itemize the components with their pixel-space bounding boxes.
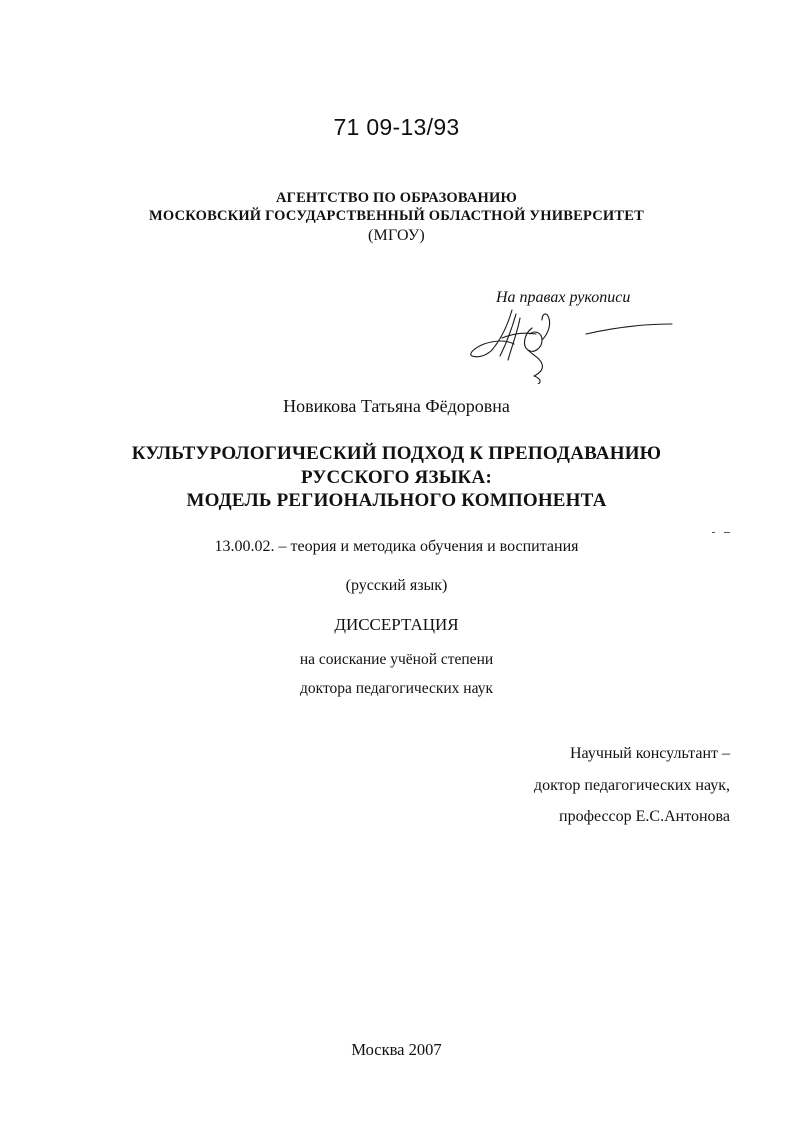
manuscript-rights-note: На правах рукописи <box>496 289 631 306</box>
university-name: МОСКОВСКИЙ ГОСУДАРСТВЕННЫЙ ОБЛАСТНОЙ УНИВЕРСИТЕТ <box>149 208 644 224</box>
university-abbreviation: (МГОУ) <box>368 227 425 244</box>
scan-speck <box>724 532 730 533</box>
handwritten-signature <box>462 304 677 384</box>
advisor-degree: доктор педагогических наук, <box>533 777 730 794</box>
scan-speck <box>712 532 715 533</box>
advisor-name: профессор Е.С.Антонова <box>559 808 730 825</box>
degree-line: на соискание учёной степени <box>299 651 494 668</box>
author-name: Новикова Татьяна Фёдоровна <box>283 396 510 416</box>
agency-name: АГЕНТСТВО ПО ОБРАЗОВАНИЮ <box>275 190 518 206</box>
advisor-label: Научный консультант – <box>570 745 730 762</box>
specialty-note: (русский язык) <box>345 577 448 594</box>
place-and-year: Москва 2007 <box>351 1040 442 1059</box>
degree-line: доктора педагогических наук <box>300 680 493 697</box>
specialty-code: 13.00.02. – теория и методика обучения и воспитания <box>214 538 579 555</box>
dissertation-title-line: КУЛЬТУРОЛОГИЧЕСКИЙ ПОДХОД К ПРЕПОДАВАНИЮ <box>131 443 662 464</box>
dissertation-title-line: МОДЕЛЬ РЕГИОНАЛЬНОГО КОМПОНЕНТА <box>186 490 607 511</box>
dissertation-title-line: РУССКОГО ЯЗЫКА: <box>301 467 492 488</box>
document-type: ДИССЕРТАЦИЯ <box>334 615 459 634</box>
catalog-number: 71 09-13/93 <box>333 114 460 140</box>
